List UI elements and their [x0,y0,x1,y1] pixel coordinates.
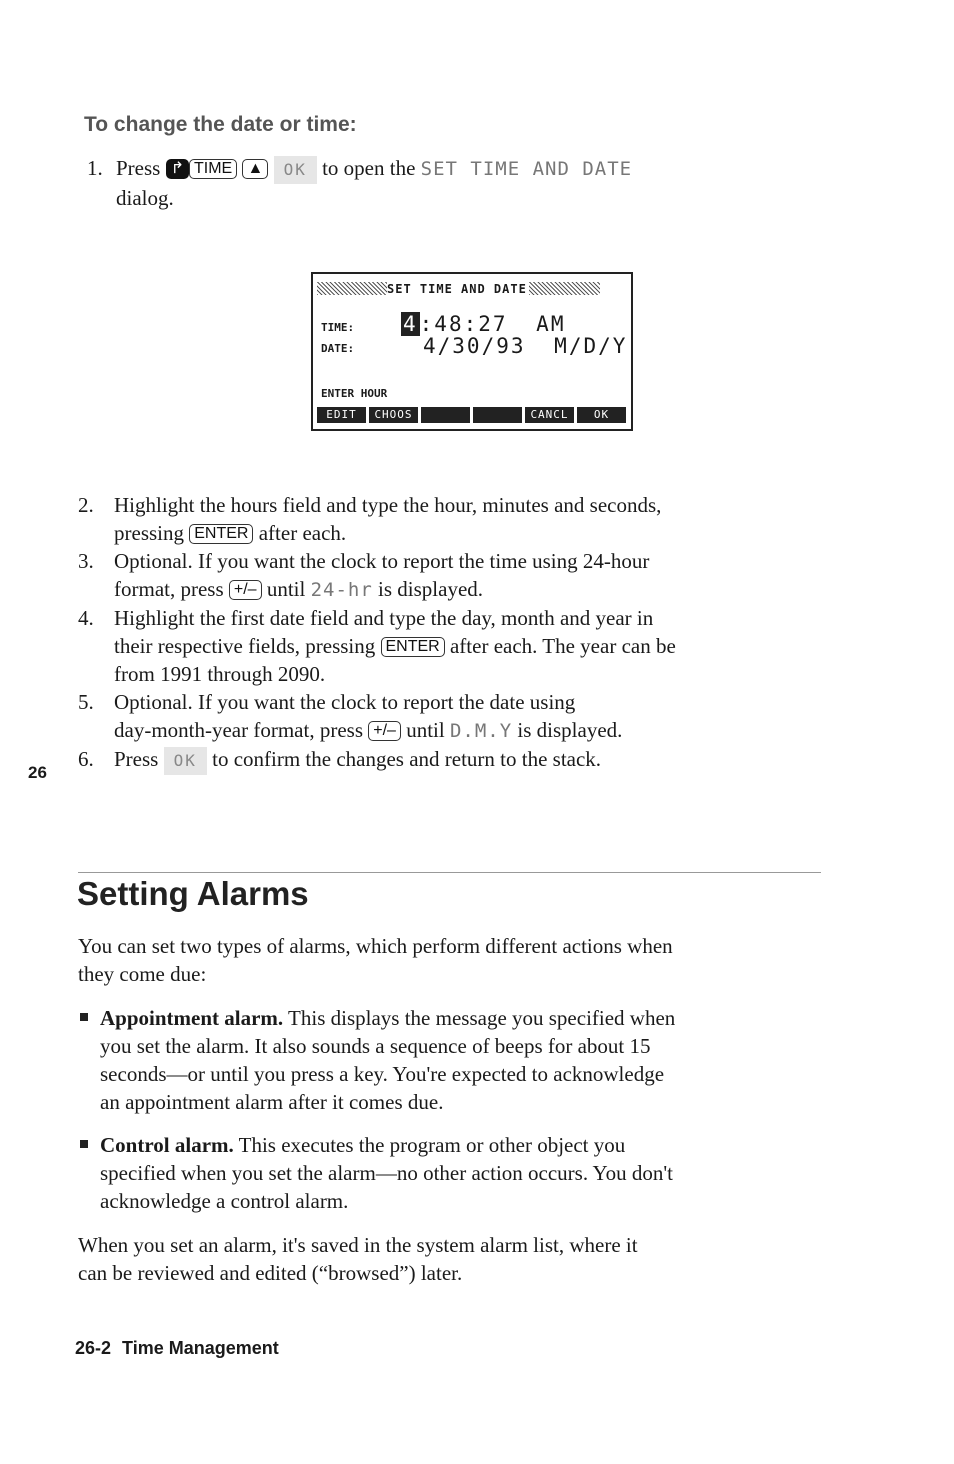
time-minutes-seconds: :48:27 [419,312,508,336]
plus-minus-key: +/– [368,721,401,741]
step-text: Press OK to confirm the changes and return to the stack. [114,745,838,775]
time-label: TIME: [321,321,355,334]
step-number: 5. [78,690,94,714]
dither-pattern [317,282,387,295]
step-text: Optional. If you want the clock to report the time using 24-hour [114,549,650,573]
time-value [401,312,565,336]
bullet-term: Control alarm. [100,1133,234,1157]
section-divider [78,872,821,873]
up-arrow-key: ▲ [242,159,268,179]
step-text: dialog. [116,186,174,210]
step-text: pressing ENTER after each. [114,521,347,545]
time-key: TIME [189,159,237,179]
page-footer [75,1338,279,1359]
calculator-screen [311,272,633,431]
step-5 [78,688,838,745]
step-4 [78,604,838,688]
hour-field-highlight: 4 [403,312,418,336]
menu-blank [473,407,522,423]
step-text: format, press +/– until 24-hr is displayed. [114,577,484,601]
menu-blank [421,407,470,423]
step-text: Highlight the hours field and type the hour, minutes and seconds, [114,493,662,517]
lcd-text: 24-hr [310,579,373,601]
step-text: Highlight the first date field and type the day, month and year in [114,606,654,630]
steps-list [78,491,838,775]
ok-softkey: OK [274,156,317,184]
bullet-term: Appointment alarm. [100,1006,284,1030]
footer-title: Time Management [122,1338,279,1358]
dither-pattern [529,282,600,295]
enter-key: ENTER [189,524,253,544]
step-number: 3. [78,549,94,573]
lcd-text: SET TIME AND DATE [420,158,633,180]
step-text: Optional. If you want the clock to report the date using [114,690,576,714]
bullet-appointment-alarm: Appointment alarm. This displays the message you specified when you set the alarm. It also sounds a sequence of beeps for about 15 seconds—or until you press a key. You're expected to acknowledge an appointment alarm after it comes due. [80,1004,840,1116]
step-6 [78,745,838,775]
step-number: 1. [87,156,103,180]
menu-choose: CHOOS [369,407,418,423]
step-text: from 1991 through 2090. [114,662,326,686]
closing-paragraph: When you set an alarm, it's saved in the system alarm list, where it can be reviewed and edited (“browsed”) later. [78,1233,638,1285]
time-ampm: AM [536,312,566,336]
menu-edit: EDIT [317,407,366,423]
step-1 [87,154,807,212]
plus-minus-key: +/– [229,580,262,600]
step-text: Press [116,156,161,180]
bullet-square-icon [80,1013,88,1021]
lcd-text: D.M.Y [449,720,513,742]
date-format: M/D/Y [554,334,628,358]
page-number: 26-2 [75,1338,112,1358]
step-text: their respective fields, pressing ENTER after each. The year can be [114,634,676,658]
ok-softkey: OK [164,747,207,775]
page-heading: Setting Alarms [77,875,309,912]
bullet-control-alarm: Control alarm. This executes the program or other object you specified when you set the alarm—no other action occurs. You don't acknowledge a control alarm. [80,1131,840,1215]
menu-ok: OK [577,407,626,423]
step-2 [78,491,838,547]
bullet-square-icon [80,1140,88,1148]
section-heading: To change the date or time: [84,113,357,136]
screen-title-bar [317,278,627,295]
status-prompt: ENTER HOUR [321,387,388,400]
step-text: day-month-year format, press +/– until D.M.Y is displayed. [114,718,623,742]
right-shift-key: ↱ [166,159,189,179]
enter-key: ENTER [381,637,445,657]
chapter-tab: 26 [28,763,47,782]
menu-cancel: CANCL [525,407,574,423]
step-text: to open the [322,156,416,180]
softkey-menu [317,407,627,423]
intro-paragraph: You can set two types of alarms, which perform different actions when they come due: [78,934,673,986]
step-number: 2. [78,493,94,517]
step-3 [78,547,838,604]
date-digits: 4/30/93 [423,334,526,358]
date-label: DATE: [321,342,355,355]
step-number: 4. [78,606,94,630]
step-number: 6. [78,747,94,771]
screen-title: SET TIME AND DATE [387,282,527,296]
date-value [423,334,627,358]
